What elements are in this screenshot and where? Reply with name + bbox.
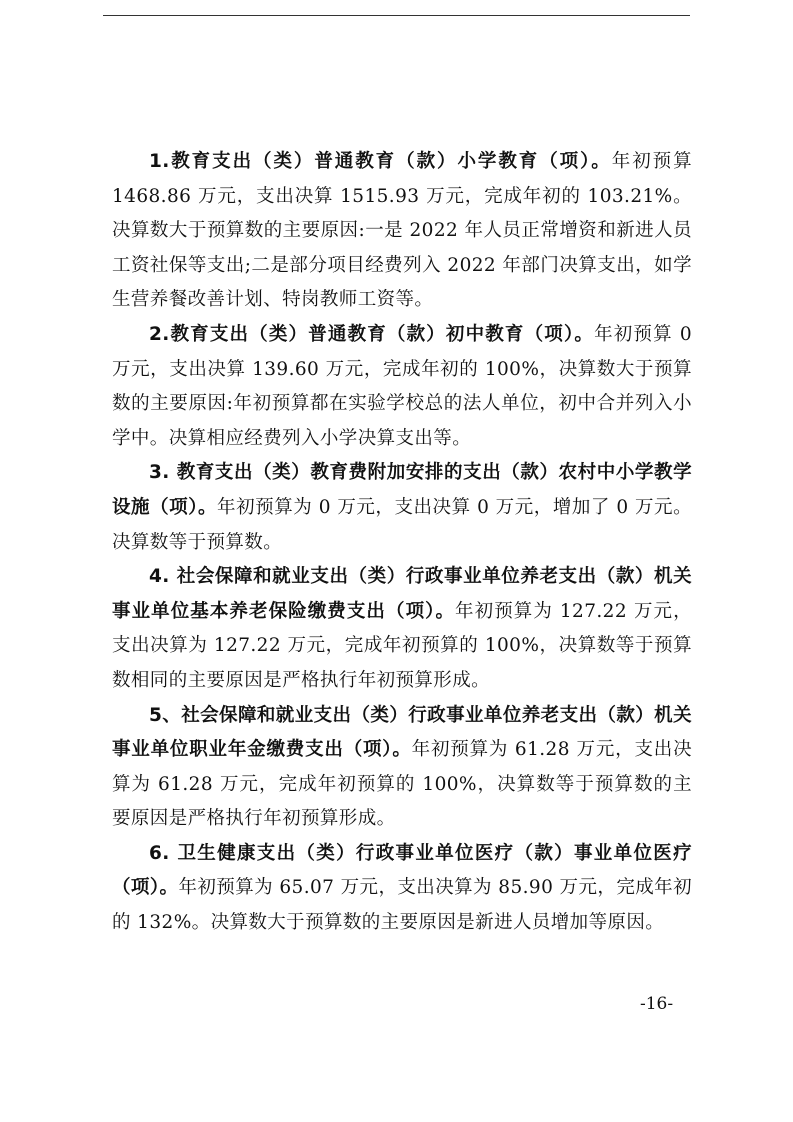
paragraph-4 [112, 560, 692, 698]
paragraph-4-text: 年初预算为 127.22 万元，支出决算为 127.22 万元，完成年初预算的 100%，决算数等于预算数相同的主要原因是严格执行年初预算形成。 [112, 600, 692, 691]
body-text [112, 145, 692, 941]
paragraph-3-text: 年初预算为 0 万元，支出决算 0 万元，增加了 0 万元。决算数等于预算数。 [112, 496, 692, 553]
paragraph-2-text: 年初预算 0 万元，支出决算 139.60 万元，完成年初的 100%，决算数大于预算数的主要原因:年初预算都在实验学校总的法人单位，初中合并列入小学中。决算相应经费列入小学决算支出等。 [112, 323, 692, 449]
paragraph-2-heading: 2.教育支出（类）普通教育（款）初中教育（项）。 [149, 323, 595, 345]
paragraph-5 [112, 699, 692, 837]
paragraph-5-text: 年初预算为 61.28 万元，支出决算为 61.28 万元，完成年初预算的 100%，决算数等于预算数的主要原因是严格执行年初预算形成。 [112, 739, 692, 830]
paragraph-5-heading: 5、社会保障和就业支出（类）行政事业单位养老支出（款）机关事业单位职业年金缴费支出（项）。 [112, 704, 692, 761]
paragraph-1 [112, 145, 692, 318]
paragraph-2 [112, 318, 692, 456]
paragraph-6-heading: 6. 卫生健康支出（类）行政事业单位医疗（款）事业单位医疗（项）。 [112, 842, 692, 899]
paragraph-6-text: 年初预算为 65.07 万元，支出决算为 85.90 万元，完成年初的 132%。决算数大于预算数的主要原因是新进人员增加等原因。 [112, 877, 692, 934]
paragraph-3 [112, 456, 692, 560]
header-rule [103, 15, 690, 16]
paragraph-1-heading: 1.教育支出（类）普通教育（款）小学教育（项）。 [149, 151, 612, 172]
paragraph-1-text: 年初预算 1468.86 万元，支出决算 1515.93 万元，完成年初的 103.21%。决算数大于预算数的主要原因:一是 2022 年人员正常增资和新进人员工资社保等支出;二是部分项目经费列入 2022 年部门决算支出，如学生营养餐改善计划、特岗教师工资等。 [112, 151, 692, 311]
paragraph-4-heading: 4. 社会保障和就业支出（类）行政事业单位养老支出（款）机关事业单位基本养老保险缴费支出（项）。 [112, 566, 692, 622]
paragraph-3-heading: 3. 教育支出（类）教育费附加安排的支出（款）农村中小学教学设施（项）。 [112, 462, 692, 518]
page-number: -16- [640, 994, 674, 1014]
paragraph-6 [112, 837, 692, 941]
